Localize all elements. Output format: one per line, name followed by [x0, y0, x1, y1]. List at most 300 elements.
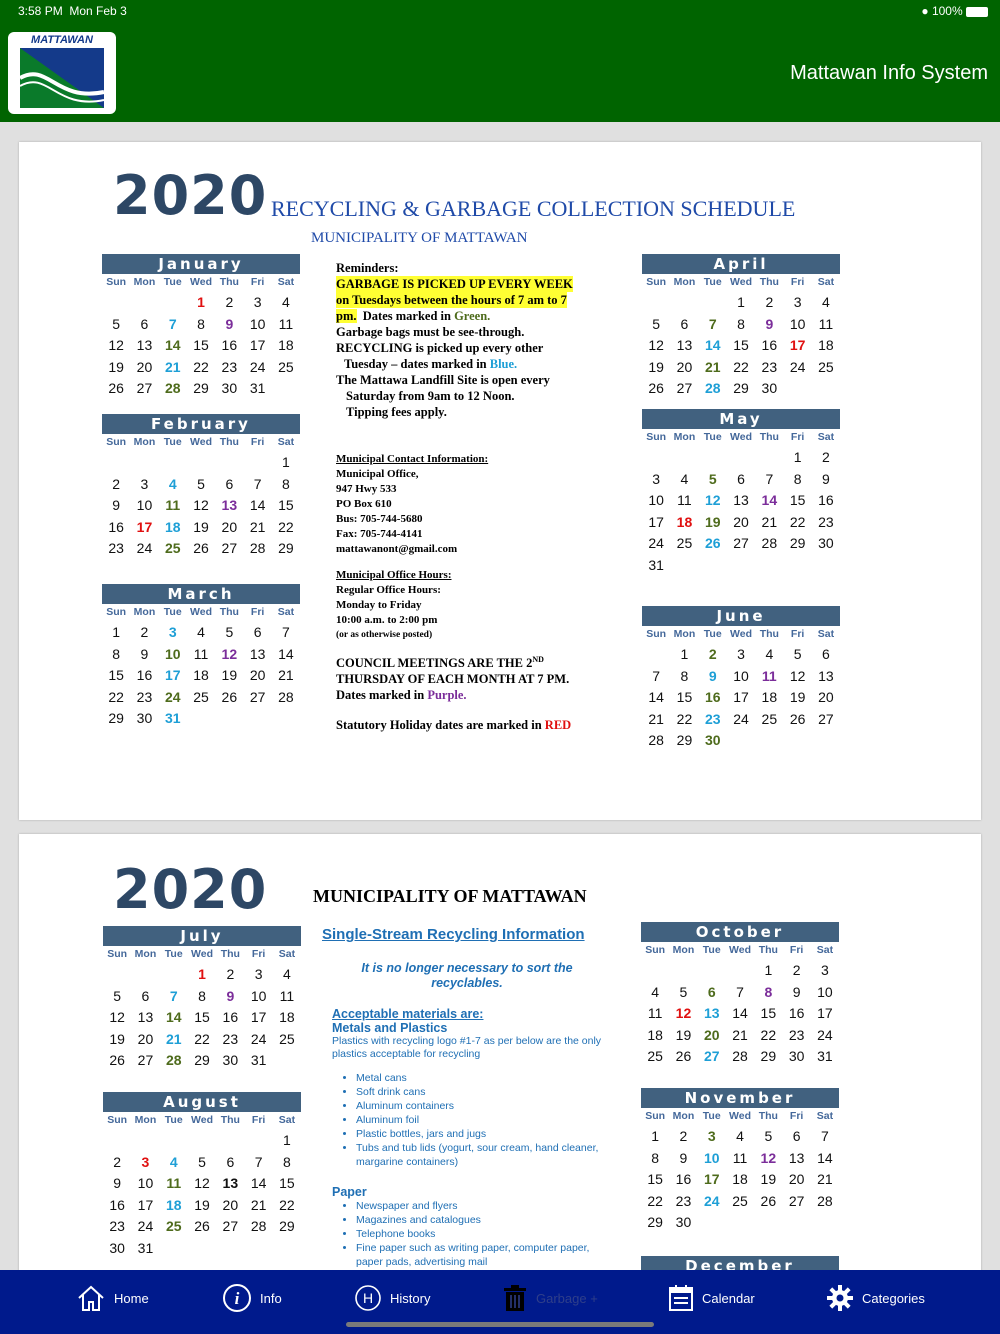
contact-heading: Municipal Contact Information:	[336, 453, 489, 465]
weekday-label: Wed	[191, 1114, 214, 1126]
weekday-label: Tue	[163, 276, 182, 288]
day-cell: 26	[675, 1048, 692, 1064]
day-cell: 29	[279, 1218, 295, 1234]
day-cell: 23	[221, 358, 238, 375]
weekday-row	[102, 606, 300, 620]
weekday-label: Sat	[816, 1110, 834, 1122]
day-cell: 26	[221, 688, 238, 705]
day-cell: 28	[704, 380, 721, 396]
day-cell: 21	[704, 358, 721, 375]
day-cell: 30	[788, 1048, 805, 1064]
day-cell: 1	[198, 966, 206, 982]
weekday-label: Sun	[106, 606, 127, 618]
day-cell: 29	[676, 732, 693, 748]
empty-day	[755, 449, 783, 471]
day-cell: 24	[136, 540, 153, 556]
day-cell: 5	[198, 1153, 206, 1170]
day-cell: 29	[278, 540, 294, 556]
day-cell: 28	[250, 1218, 267, 1234]
day-cell: 3	[707, 1128, 716, 1144]
svg-text:H: H	[362, 1290, 374, 1306]
day-cell: 31	[164, 710, 181, 726]
tab-home-label: Home	[114, 1290, 149, 1306]
day-cell: 8	[282, 475, 290, 492]
tab-info[interactable]	[222, 1280, 282, 1316]
day-cell: 14	[165, 1009, 182, 1025]
day-cell: 23	[108, 540, 124, 556]
recycling-line-2: Tuesday – dates marked in Blue.	[344, 357, 518, 371]
day-cell: 25	[676, 535, 693, 551]
day-cell: 22	[279, 1196, 295, 1213]
garbage-line-1: GARBAGE IS PICKED UP EVERY WEEK	[336, 277, 573, 291]
day-cell: 18	[278, 337, 294, 353]
day-cell: 10	[817, 983, 833, 1000]
contact-email[interactable]: mattawanont@gmail.com	[336, 543, 458, 555]
list-item: • Newspaper and flyers	[356, 1199, 612, 1213]
day-cell: 1	[112, 624, 121, 640]
day-cell: 2	[765, 294, 774, 310]
day-cell: 31	[648, 556, 664, 573]
hours-posted: (or as otherwise posted)	[336, 630, 433, 640]
day-grid	[642, 449, 840, 578]
day-cell: 29	[733, 380, 749, 396]
day-cell: 21	[250, 1196, 267, 1213]
weekday-label: Fri	[250, 436, 265, 448]
day-cell: 17	[249, 337, 266, 353]
weekday-label: Mon	[134, 1114, 157, 1126]
day-cell: 11	[166, 1175, 182, 1191]
day-cell: 25	[278, 358, 294, 375]
day-cell: 29	[108, 710, 124, 726]
day-cell: 24	[789, 358, 806, 375]
hours-heading: Municipal Office Hours:	[336, 569, 452, 581]
schedule-page-2	[19, 834, 981, 1270]
empty-day	[103, 966, 131, 988]
day-cell: 31	[249, 380, 266, 396]
day-cell: 11	[761, 667, 777, 684]
day-cell: 28	[164, 380, 181, 396]
day-cell: 5	[764, 1128, 773, 1144]
weekday-label: Mon	[673, 628, 696, 640]
gear-icon	[826, 1284, 854, 1312]
day-cell: 17	[164, 667, 181, 683]
schedule-page-1	[19, 142, 981, 820]
day-cell: 10	[703, 1149, 720, 1166]
day-cell: 17	[648, 513, 664, 530]
day-cell: 20	[733, 513, 749, 530]
day-cell: 17	[250, 1009, 267, 1025]
tab-calendar[interactable]	[668, 1280, 755, 1316]
day-cell: 2	[225, 294, 234, 310]
day-cell: 10	[137, 1175, 154, 1191]
battery-level: 100%	[931, 4, 963, 18]
day-grid	[103, 1132, 301, 1261]
empty-day	[244, 1132, 272, 1154]
bags-line: Garbage bags must be see-through.	[336, 325, 525, 339]
day-cell: 3	[140, 475, 149, 492]
council-block	[336, 652, 626, 733]
day-cell: 23	[704, 710, 721, 727]
day-cell: 29	[760, 1048, 777, 1064]
day-cell: 13	[733, 492, 749, 508]
home-indicator	[346, 1322, 654, 1327]
day-cell: 17	[703, 1171, 720, 1187]
day-cell: 2	[226, 966, 235, 982]
day-cell: 16	[704, 689, 721, 705]
day-cell: 6	[680, 315, 689, 332]
metals-desc: Plastics with recycling logo #1-7 as per below are the only plastics acceptable for recycling	[332, 1035, 602, 1060]
empty-day	[243, 454, 271, 476]
month-july	[103, 926, 301, 1074]
status-right	[921, 4, 988, 18]
weekday-label: Sat	[817, 276, 835, 288]
day-cell: 6	[140, 315, 149, 332]
day-cell: 19	[760, 1171, 777, 1187]
day-cell: 30	[761, 380, 778, 396]
day-cell: 25	[732, 1192, 748, 1209]
day-cell: 24	[137, 1218, 154, 1234]
day-cell: 16	[108, 518, 124, 535]
weekday-label: Sun	[646, 431, 667, 443]
day-cell: 21	[648, 710, 664, 727]
tab-garbage-label: Garbage +	[536, 1290, 598, 1306]
empty-day	[131, 1132, 159, 1154]
status-bar	[0, 0, 1000, 22]
metals-heading: Metals and Plastics	[332, 1021, 448, 1035]
empty-day	[642, 646, 670, 668]
day-cell: 12	[789, 667, 806, 684]
day-cell: 3	[652, 470, 661, 487]
day-cell: 25	[193, 688, 209, 705]
empty-day	[699, 294, 727, 316]
day-cell: 20	[137, 1030, 154, 1047]
day-cell: 13	[703, 1005, 720, 1021]
day-cell: 12	[109, 1009, 125, 1025]
day-cell: 2	[679, 1128, 688, 1144]
month-header: August	[103, 1092, 301, 1112]
day-cell: 5	[793, 646, 802, 662]
day-cell: 8	[197, 315, 205, 332]
day-grid	[102, 624, 300, 732]
trash-icon	[502, 1284, 528, 1312]
day-cell: 31	[817, 1048, 833, 1064]
tab-history[interactable]	[354, 1280, 430, 1316]
day-cell: 1	[793, 449, 802, 465]
day-cell: 28	[761, 535, 778, 551]
weekday-label: Fri	[790, 628, 805, 640]
day-cell: 9	[112, 497, 121, 513]
day-cell: 4	[283, 966, 291, 982]
day-cell: 9	[708, 667, 717, 684]
empty-day	[131, 966, 159, 988]
empty-day	[215, 454, 243, 476]
recycling-heading: Single-Stream Recycling Information	[322, 926, 585, 943]
day-cell: 14	[817, 1149, 833, 1166]
recycling-note: It is no longer necessary to sort the recyclables.	[361, 961, 573, 990]
svg-text:i: i	[234, 1289, 240, 1308]
statutory-line: Statutory Holiday dates are marked in RED	[336, 718, 572, 733]
weekday-label: Thu	[759, 276, 779, 288]
day-cell: 4	[822, 294, 830, 310]
day-cell: 10	[249, 315, 266, 332]
empty-day	[642, 449, 670, 471]
day-cell: 9	[113, 1175, 122, 1191]
day-cell: 27	[222, 1218, 239, 1234]
weekday-row	[641, 944, 839, 958]
acceptable-heading: Acceptable materials are:	[332, 1007, 484, 1021]
day-cell: 1	[651, 1128, 660, 1144]
day-cell: 4	[282, 294, 290, 310]
day-cell: 7	[765, 470, 774, 487]
day-cell: 7	[821, 1128, 829, 1144]
list-item: • Metal cans	[356, 1071, 612, 1085]
day-cell: 22	[194, 1030, 210, 1047]
tab-garbage[interactable]	[502, 1280, 598, 1316]
day-cell: 12	[675, 1005, 692, 1021]
empty-day	[727, 449, 755, 471]
day-cell: 9	[226, 987, 235, 1004]
info-icon	[222, 1283, 252, 1313]
day-cell: 3	[254, 966, 263, 982]
weekday-label: Wed	[190, 276, 213, 288]
day-cell: 28	[165, 1052, 182, 1068]
contact-office: Municipal Office,	[336, 468, 419, 480]
month-february	[102, 414, 300, 562]
day-cell: 21	[761, 513, 778, 530]
day-cell: 21	[249, 518, 266, 535]
day-cell: 11	[818, 315, 834, 332]
day-cell: 29	[647, 1214, 663, 1230]
day-cell: 18	[193, 667, 209, 683]
day-cell: 14	[249, 497, 266, 513]
weekday-label: Thu	[759, 628, 779, 640]
day-cell: 24	[648, 535, 664, 551]
list-item: • Plastic bottles, jars and jugs	[356, 1127, 612, 1141]
day-cell: 7	[708, 315, 717, 332]
day-cell: 2	[140, 624, 149, 640]
day-cell: 2	[708, 646, 717, 662]
list-item: • Magazines and catalogues	[356, 1213, 612, 1227]
weekday-row	[641, 1110, 839, 1124]
day-cell: 12	[648, 337, 664, 353]
day-cell: 9	[792, 983, 801, 1000]
month-august	[103, 1092, 301, 1261]
list-item: • Fine paper such as writing paper, computer paper, paper pads, advertising mail	[356, 1241, 612, 1269]
day-cell: 19	[675, 1026, 692, 1043]
day-grid	[102, 294, 300, 402]
recycling-info	[322, 926, 612, 1269]
day-cell: 8	[793, 470, 802, 487]
empty-day	[159, 294, 187, 316]
list-item: • Telephone books	[356, 1227, 612, 1241]
day-cell: 13	[136, 337, 153, 353]
month-header: December	[641, 1256, 839, 1270]
empty-day	[698, 962, 726, 984]
day-cell: 29	[194, 1052, 210, 1068]
day-cell: 9	[822, 470, 830, 487]
month-header: March	[102, 584, 300, 604]
day-cell: 25	[761, 710, 778, 727]
list-item: • Aluminum containers	[356, 1099, 612, 1113]
month-header: June	[642, 606, 840, 626]
day-cell: 20	[788, 1171, 805, 1187]
day-cell: 12	[194, 1175, 210, 1191]
contact-pobox: PO Box 610	[336, 498, 392, 510]
weekday-label: Wed	[729, 1110, 752, 1122]
day-cell: 9	[140, 645, 149, 662]
day-cell: 11	[732, 1149, 748, 1166]
day-cell: 13	[676, 337, 693, 353]
day-cell: 25	[165, 1218, 182, 1234]
day-cell: 12	[193, 497, 209, 513]
day-cell: 27	[788, 1192, 805, 1209]
weekday-label: Sat	[816, 944, 834, 956]
day-cell: 21	[278, 667, 294, 683]
day-cell: 27	[137, 1052, 154, 1068]
day-cell: 5	[225, 624, 234, 640]
day-cell: 5	[708, 470, 717, 487]
weekday-label: Wed	[730, 431, 753, 443]
weekday-label: Wed	[191, 948, 214, 960]
day-cell: 25	[647, 1048, 663, 1064]
day-cell: 4	[736, 1128, 744, 1144]
council-line-1: COUNCIL MEETINGS ARE THE 2ND	[336, 655, 544, 671]
day-cell: 31	[250, 1052, 267, 1068]
day-cell: 15	[278, 497, 294, 513]
day-cell: 21	[164, 358, 181, 375]
day-cell: 13	[788, 1149, 805, 1166]
weekday-label: Thu	[758, 944, 778, 956]
day-cell: 14	[761, 492, 778, 508]
weekday-label: Thu	[219, 606, 239, 618]
day-cell: 15	[108, 667, 124, 683]
day-cell: 16	[136, 667, 153, 683]
month-june	[642, 606, 840, 754]
contact-address: 947 Hwy 533	[336, 483, 397, 495]
day-cell: 27	[221, 540, 238, 556]
day-cell: 5	[652, 315, 661, 332]
day-cell: 18	[761, 689, 778, 705]
day-cell: 7	[652, 667, 661, 684]
weekday-label: Fri	[250, 606, 265, 618]
weekday-label: Fri	[789, 1110, 804, 1122]
empty-day	[188, 1132, 216, 1154]
weekday-label: Mon	[672, 1110, 695, 1122]
day-cell: 14	[250, 1175, 267, 1191]
month-header: November	[641, 1088, 839, 1108]
day-cell: 15	[733, 337, 749, 353]
day-cell: 16	[788, 1005, 805, 1021]
day-cell: 1	[197, 294, 205, 310]
weekday-row	[103, 948, 301, 962]
day-cell: 14	[648, 689, 664, 705]
empty-day	[216, 1132, 244, 1154]
weekday-row	[642, 276, 840, 290]
weekday-row	[642, 431, 840, 445]
day-cell: 16	[675, 1171, 692, 1187]
day-cell: 19	[194, 1196, 210, 1213]
day-cell: 30	[675, 1214, 692, 1230]
day-cell: 19	[193, 518, 209, 535]
day-cell: 27	[136, 380, 153, 396]
day-cell: 15	[193, 337, 209, 353]
weekday-label: Fri	[790, 276, 805, 288]
day-grid	[641, 1128, 839, 1236]
empty-day	[160, 966, 188, 988]
empty-day	[699, 449, 727, 471]
day-cell: 24	[703, 1192, 720, 1209]
weekday-label: Sun	[646, 628, 667, 640]
day-cell: 15	[279, 1175, 295, 1191]
content-scroll[interactable]	[0, 122, 1000, 1270]
day-cell: 7	[168, 315, 177, 332]
weekday-row	[103, 1114, 301, 1128]
weekday-label: Thu	[219, 436, 239, 448]
weekday-label: Sat	[817, 431, 835, 443]
mattawan-logo[interactable]	[8, 32, 116, 114]
day-cell: 17	[136, 518, 153, 535]
weekday-label: Mon	[673, 276, 696, 288]
day-cell: 24	[249, 358, 266, 375]
day-cell: 28	[249, 540, 266, 556]
weekday-label: Sat	[278, 1114, 296, 1126]
day-cell: 22	[676, 710, 693, 727]
day-cell: 29	[193, 380, 209, 396]
tab-categories[interactable]	[826, 1280, 925, 1316]
weekday-label: Wed	[730, 628, 753, 640]
weekday-label: Thu	[220, 948, 240, 960]
day-cell: 15	[194, 1009, 210, 1025]
day-cell: 17	[137, 1196, 154, 1213]
day-cell: 19	[789, 689, 806, 705]
home-icon	[76, 1283, 106, 1313]
day-cell: 8	[680, 667, 689, 684]
day-cell: 17	[789, 337, 806, 353]
day-cell: 11	[193, 645, 209, 662]
day-cell: 14	[164, 337, 181, 353]
day-cell: 18	[676, 513, 693, 530]
paper-list	[322, 1199, 612, 1269]
year-heading-2: 2020	[113, 858, 268, 921]
day-cell: 4	[197, 624, 205, 640]
weekday-label: Fri	[790, 431, 805, 443]
day-cell: 6	[253, 624, 262, 640]
day-cell: 11	[278, 315, 294, 332]
day-cell: 26	[109, 1052, 125, 1068]
status-time: 3:58 PM Mon Feb 3	[18, 4, 127, 18]
weekday-label: Sat	[277, 436, 295, 448]
month-december	[641, 1256, 839, 1270]
schedule-title: RECYCLING & GARBAGE COLLECTION SCHEDULE	[271, 196, 796, 221]
day-cell: 3	[821, 962, 829, 978]
tab-home[interactable]	[76, 1280, 149, 1316]
hours-block	[336, 568, 626, 643]
day-cell: 8	[198, 987, 206, 1004]
weekday-label: Tue	[163, 436, 182, 448]
day-cell: 11	[677, 492, 692, 508]
weekday-label: Mon	[133, 276, 156, 288]
day-cell: 7	[253, 475, 262, 492]
day-cell: 24	[250, 1030, 267, 1047]
day-cell: 20	[136, 358, 153, 375]
day-cell: 16	[221, 337, 238, 353]
day-cell: 29	[789, 535, 806, 551]
day-cell: 7	[282, 624, 290, 640]
recycling-line-1: RECYCLING is picked up every other	[336, 341, 544, 355]
tab-categories-label: Categories	[862, 1290, 925, 1306]
month-header: February	[102, 414, 300, 434]
empty-day	[641, 962, 669, 984]
